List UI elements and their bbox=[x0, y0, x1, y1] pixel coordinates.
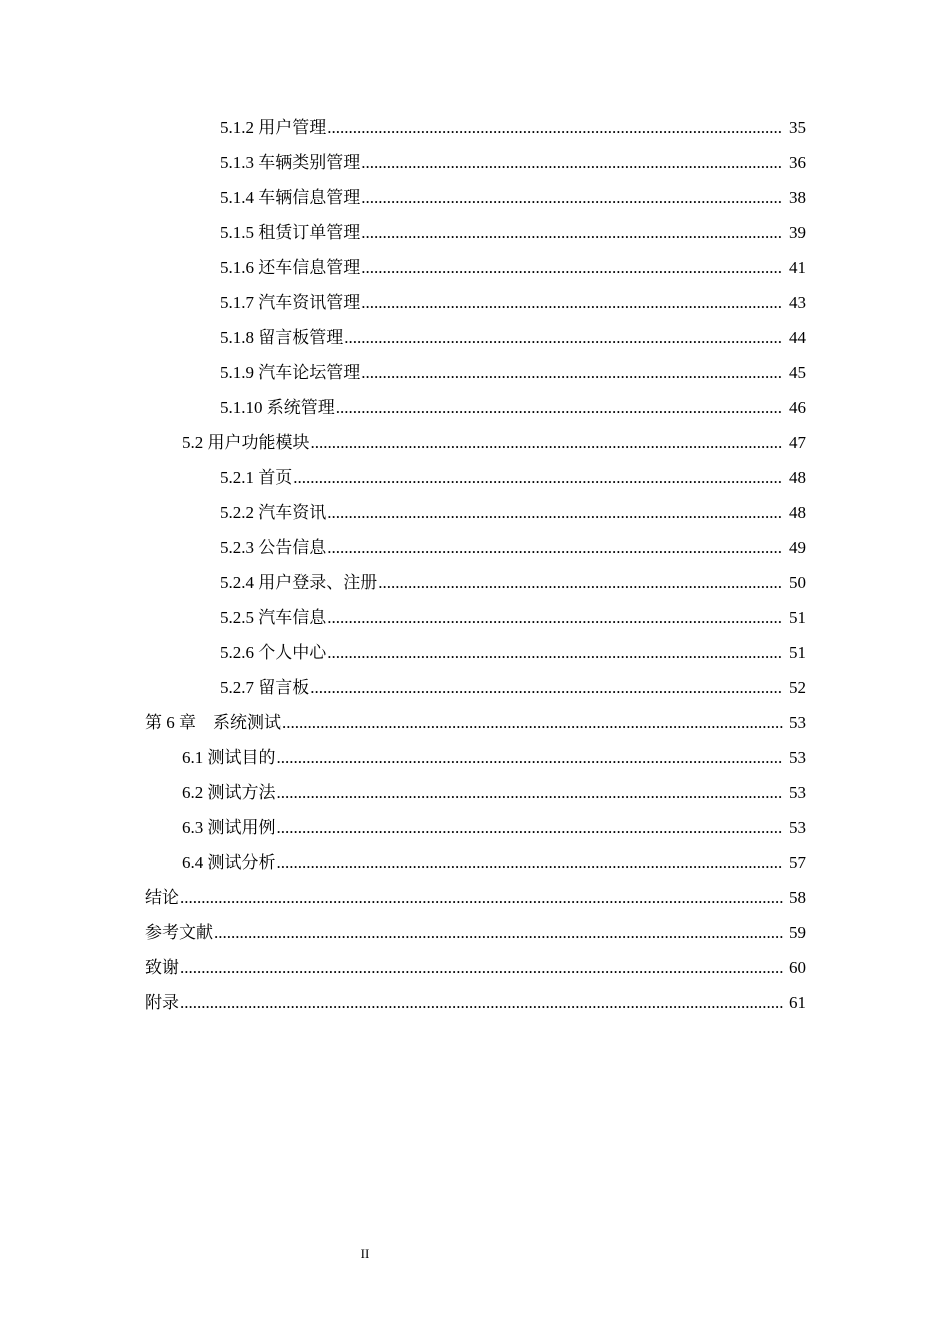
toc-entry[interactable] bbox=[0, 985, 950, 1020]
toc-entry-page: 51 bbox=[789, 608, 806, 627]
toc-dot-leader bbox=[277, 810, 784, 845]
toc-entry-page: 53 bbox=[789, 818, 806, 837]
toc-entry[interactable] bbox=[0, 810, 950, 845]
toc-entry[interactable] bbox=[0, 320, 950, 355]
toc-dot-leader bbox=[327, 635, 783, 670]
toc-entry-title: 附录 bbox=[145, 993, 179, 1012]
toc-dot-leader bbox=[361, 250, 783, 285]
toc-entry-title: 5.1.2 用户管理 bbox=[220, 118, 327, 137]
toc-entry[interactable] bbox=[0, 600, 950, 635]
toc-entry-title: 6.2 测试方法 bbox=[182, 783, 276, 802]
toc-entry-page: 60 bbox=[789, 958, 806, 977]
toc-entry-page: 53 bbox=[789, 783, 806, 802]
toc-entry[interactable] bbox=[0, 180, 950, 215]
toc-entry-title: 5.2.1 首页 bbox=[220, 468, 293, 487]
toc-entry-title: 5.1.5 租赁订单管理 bbox=[220, 223, 361, 242]
toc-dot-leader bbox=[327, 110, 783, 145]
toc-entry-page: 46 bbox=[789, 398, 806, 417]
toc-dot-leader bbox=[361, 355, 783, 390]
toc-entry-page: 35 bbox=[789, 118, 806, 137]
toc-entry-page: 61 bbox=[789, 993, 806, 1012]
toc-entry[interactable] bbox=[0, 950, 950, 985]
toc-entry-title: 5.1.4 车辆信息管理 bbox=[220, 188, 361, 207]
toc-dot-leader bbox=[311, 425, 784, 460]
toc-entry-page: 41 bbox=[789, 258, 806, 277]
toc-dot-leader bbox=[180, 985, 783, 1020]
toc-entry-page: 36 bbox=[789, 153, 806, 172]
toc-entry[interactable] bbox=[0, 145, 950, 180]
toc-entry[interactable] bbox=[0, 670, 950, 705]
toc-dot-leader bbox=[361, 180, 783, 215]
toc-entry-title: 5.1.3 车辆类别管理 bbox=[220, 153, 361, 172]
toc-entry-title: 结论 bbox=[145, 888, 179, 907]
toc-entry-title: 6.1 测试目的 bbox=[182, 748, 276, 767]
toc-entry-page: 57 bbox=[789, 853, 806, 872]
toc-entry-title: 5.2.3 公告信息 bbox=[220, 538, 327, 557]
toc-entry-page: 52 bbox=[789, 678, 806, 697]
toc-entry-title: 参考文献 bbox=[145, 923, 213, 942]
toc-entry-page: 48 bbox=[789, 468, 806, 487]
toc-entry[interactable] bbox=[0, 285, 950, 320]
toc-entry-title: 5.1.6 还车信息管理 bbox=[220, 258, 361, 277]
toc-entry-page: 44 bbox=[789, 328, 806, 347]
toc-entry-page: 58 bbox=[789, 888, 806, 907]
table-of-contents bbox=[0, 110, 950, 1020]
toc-entry-page: 49 bbox=[789, 538, 806, 557]
toc-entry-title: 5.2.4 用户登录、注册 bbox=[220, 573, 378, 592]
toc-entry[interactable] bbox=[0, 705, 950, 740]
toc-dot-leader bbox=[293, 460, 783, 495]
toc-entry[interactable] bbox=[0, 775, 950, 810]
toc-entry[interactable] bbox=[0, 915, 950, 950]
toc-dot-leader bbox=[310, 670, 783, 705]
toc-entry-title: 6.4 测试分析 bbox=[182, 853, 276, 872]
toc-entry-page: 59 bbox=[789, 923, 806, 942]
toc-entry-title: 5.2.5 汽车信息 bbox=[220, 608, 327, 627]
toc-dot-leader bbox=[344, 320, 783, 355]
toc-entry[interactable] bbox=[0, 250, 950, 285]
toc-dot-leader bbox=[378, 565, 783, 600]
toc-dot-leader bbox=[327, 600, 783, 635]
toc-entry[interactable] bbox=[0, 425, 950, 460]
toc-entry-page: 48 bbox=[789, 503, 806, 522]
toc-entry-title: 5.2.2 汽车资讯 bbox=[220, 503, 327, 522]
toc-dot-leader bbox=[277, 740, 784, 775]
toc-entry-title: 5.1.9 汽车论坛管理 bbox=[220, 363, 361, 382]
toc-entry-page: 47 bbox=[789, 433, 806, 452]
toc-dot-leader bbox=[327, 530, 783, 565]
toc-entry[interactable] bbox=[0, 565, 950, 600]
toc-entry-page: 45 bbox=[789, 363, 806, 382]
toc-entry-title: 5.1.8 留言板管理 bbox=[220, 328, 344, 347]
toc-entry[interactable] bbox=[0, 880, 950, 915]
toc-dot-leader bbox=[327, 495, 783, 530]
toc-entry-title: 5.2 用户功能模块 bbox=[182, 433, 310, 452]
toc-entry[interactable] bbox=[0, 390, 950, 425]
toc-dot-leader bbox=[214, 915, 783, 950]
toc-entry-title: 致谢 bbox=[145, 958, 179, 977]
toc-entry-title: 5.1.7 汽车资讯管理 bbox=[220, 293, 361, 312]
toc-entry[interactable] bbox=[0, 215, 950, 250]
toc-dot-leader bbox=[180, 880, 783, 915]
toc-dot-leader bbox=[361, 145, 783, 180]
toc-entry[interactable] bbox=[0, 460, 950, 495]
toc-entry-title: 第 6 章 系统测试 bbox=[145, 713, 281, 732]
toc-entry[interactable] bbox=[0, 740, 950, 775]
toc-dot-leader bbox=[277, 775, 784, 810]
toc-entry-page: 53 bbox=[789, 748, 806, 767]
toc-dot-leader bbox=[180, 950, 783, 985]
toc-entry-page: 43 bbox=[789, 293, 806, 312]
toc-entry-page: 50 bbox=[789, 573, 806, 592]
toc-dot-leader bbox=[361, 285, 783, 320]
toc-entry-title: 6.3 测试用例 bbox=[182, 818, 276, 837]
toc-entry[interactable] bbox=[0, 635, 950, 670]
toc-entry[interactable] bbox=[0, 495, 950, 530]
toc-entry[interactable] bbox=[0, 530, 950, 565]
page-number: II bbox=[360, 1246, 370, 1261]
toc-entry-page: 51 bbox=[789, 643, 806, 662]
toc-entry-title: 5.2.6 个人中心 bbox=[220, 643, 327, 662]
toc-entry-page: 39 bbox=[789, 223, 806, 242]
toc-entry[interactable] bbox=[0, 110, 950, 145]
toc-entry-title: 5.1.10 系统管理 bbox=[220, 398, 335, 417]
toc-entry-page: 53 bbox=[789, 713, 806, 732]
toc-dot-leader bbox=[277, 845, 784, 880]
toc-dot-leader bbox=[282, 705, 783, 740]
toc-entry-title: 5.2.7 留言板 bbox=[220, 678, 310, 697]
toc-entry[interactable] bbox=[0, 355, 950, 390]
toc-entry-page: 38 bbox=[789, 188, 806, 207]
toc-dot-leader bbox=[361, 215, 783, 250]
toc-dot-leader bbox=[336, 390, 783, 425]
toc-entry[interactable] bbox=[0, 845, 950, 880]
